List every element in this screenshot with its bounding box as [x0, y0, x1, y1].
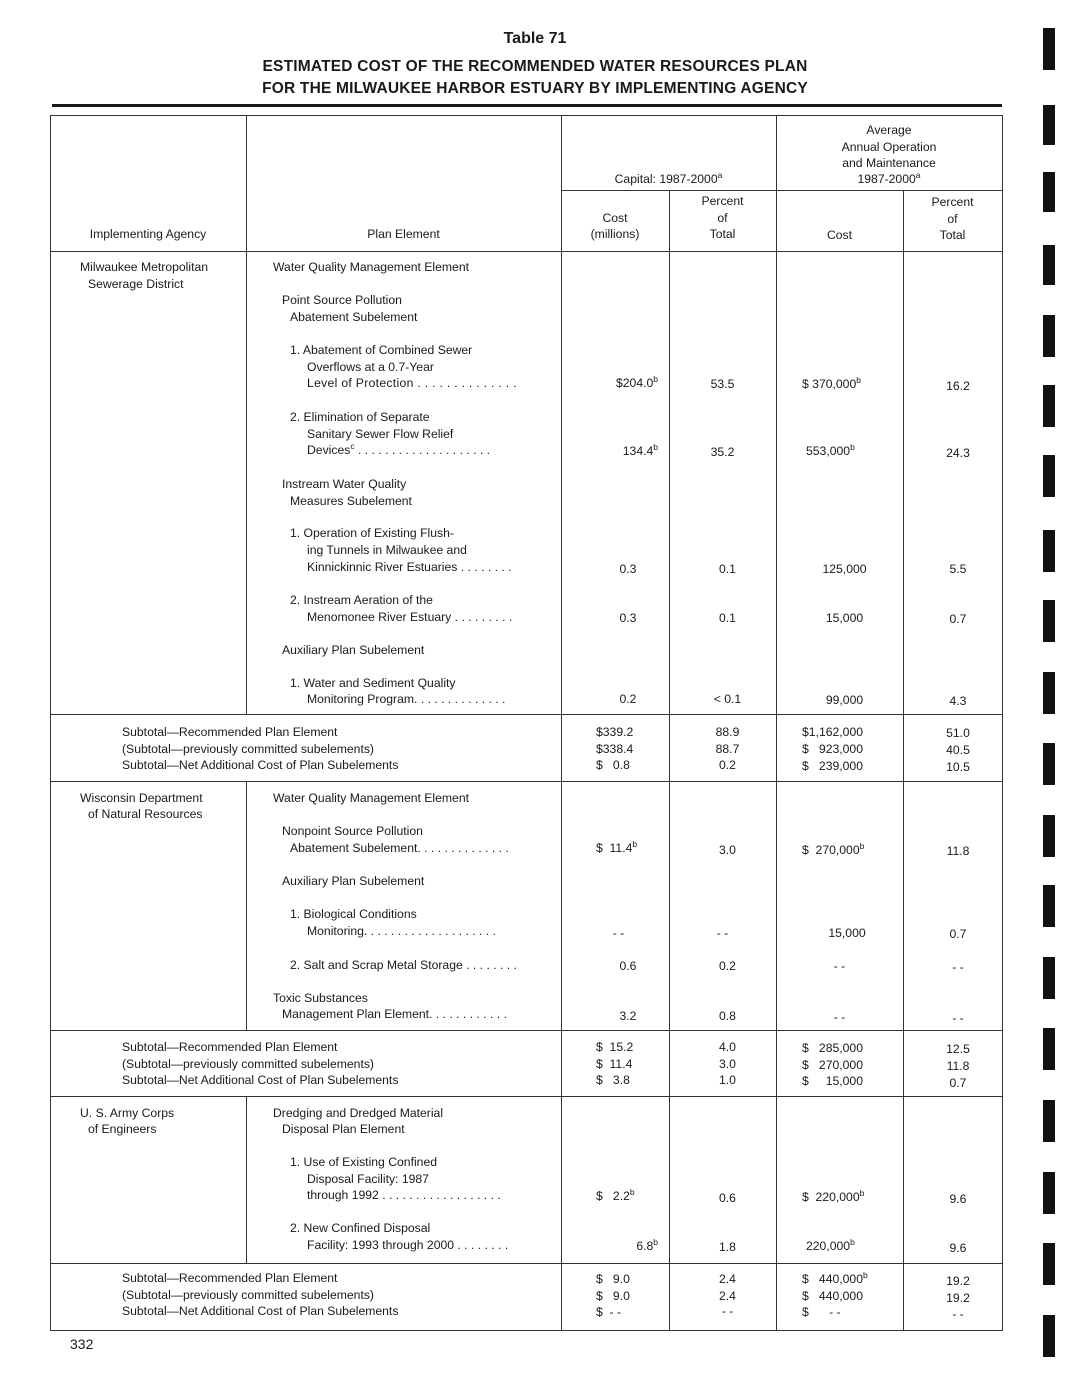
subelement-heading: Abatement Subelement. . . . . . . . . . . . . . [290, 841, 509, 855]
subtotal-om-cost: $ 440,000 [802, 1289, 863, 1303]
header-om-line1: Average [866, 123, 912, 137]
page-number: 332 [70, 1336, 94, 1352]
subtotal-om-cost: $1,162,000 [802, 725, 863, 739]
subtotal-om-cost: $ 239,000 [802, 759, 863, 773]
cell-cost: - - [612, 926, 625, 940]
subtotal-cost: $ - - [596, 1305, 622, 1319]
cell-om-percent: 24.3 [946, 446, 970, 460]
header-capital: Capital: 1987-2000$^a$ [614, 170, 723, 186]
header-plan-element: Plan Element [367, 227, 440, 241]
cell-om-percent: 9.6 [949, 1241, 967, 1255]
item-text: Kinnickinnic River Estuaries . . . . . . . . [307, 560, 512, 574]
subtotal-om-percent: 19.2 [946, 1274, 970, 1288]
subtotal-om-cost: $ 923,000 [802, 742, 863, 756]
subtotal-label: Subtotal—Net Additional Cost of Plan Subelements [122, 758, 399, 772]
item-text: 2. Elimination of Separate [290, 410, 430, 424]
subtotal-cost: $ 15.2 [596, 1040, 634, 1054]
subtotal-cost: $338.4 [596, 742, 634, 756]
subtotal-percent: 3.0 [719, 1057, 736, 1071]
cell-percent: - - [716, 926, 729, 940]
subtotal-label: (Subtotal—previously committed subelements) [122, 1288, 374, 1302]
header-cost-line2: (millions) [590, 227, 640, 241]
cell-percent: 0.8 [719, 1009, 736, 1023]
plan-element-heading: Management Plan Element. . . . . . . . . . . . [282, 1007, 507, 1021]
cell-om-cost: 553,000$^b$ [806, 442, 855, 458]
item-text: Overflows at a 0.7-Year [307, 360, 434, 374]
cell-percent: 0.6 [719, 1191, 736, 1205]
subtotal-label: Subtotal—Recommended Plan Element [122, 725, 338, 739]
subtotal-percent: 1.0 [719, 1073, 736, 1087]
table-number: Table 71 [503, 30, 567, 47]
subtotal-om-cost: $ 15,000 [802, 1074, 863, 1088]
subtotal-cost: $ 3.8 [596, 1073, 630, 1087]
subtotal-percent: 2.4 [719, 1272, 736, 1286]
cell-om-percent: 5.5 [949, 562, 967, 576]
subtotal-percent: 2.4 [719, 1289, 736, 1303]
header-percent-line2: of [717, 211, 728, 225]
cell-om-cost: 15,000 [828, 926, 866, 940]
subtotal-om-percent: 51.0 [946, 726, 970, 740]
subelement-heading: Auxiliary Plan Subelement [282, 874, 425, 888]
subtotal-om-percent: 0.7 [949, 1076, 967, 1090]
item-text: Sanitary Sewer Flow Relief [307, 427, 454, 441]
subelement-heading: Instream Water Quality [282, 477, 407, 491]
subelement-heading: Point Source Pollution [282, 293, 402, 307]
table-title-line2: FOR THE MILWAUKEE HARBOR ESTUARY BY IMPLEMENTING AGENCY [262, 80, 808, 97]
cell-cost: 0.2 [619, 692, 637, 706]
cell-om-percent: 0.7 [949, 612, 967, 626]
header-om-percent-line2: of [947, 212, 958, 226]
item-text: 1. Abatement of Combined Sewer [290, 343, 473, 357]
subtotal-om-cost: $ 285,000 [802, 1041, 863, 1055]
header-cost-line1: Cost [602, 211, 628, 225]
cell-om-cost: 99,000 [825, 693, 864, 707]
item-text: Level of Protection . . . . . . . . . . . . . . [307, 376, 517, 390]
header-percent-line3: Total [709, 227, 736, 241]
cell-om-cost: $ 370,000$^b$ [802, 375, 861, 391]
cell-cost: $ 2.2$^b$ [596, 1187, 635, 1203]
agency-mmsd-line2: Sewerage District [88, 277, 184, 291]
item-text: Monitoring. . . . . . . . . . . . . . . . . . . . [307, 924, 496, 938]
cell-percent: 0.1 [719, 611, 736, 625]
cell-cost: $204.0$^b$ [615, 374, 658, 390]
subtotal-label: (Subtotal—previously committed subelements) [122, 742, 374, 756]
header-om-percent-line3: Total [939, 228, 966, 242]
cell-cost: 6.8$^b$ [636, 1237, 658, 1253]
cell-percent: 0.2 [719, 959, 736, 973]
item-text: 2. Instream Aeration of the [290, 593, 433, 607]
subtotal-label: Subtotal—Net Additional Cost of Plan Subelements [122, 1304, 399, 1318]
item-text: Devices$^c$ . . . . . . . . . . . . . . . . . . . . [307, 441, 491, 457]
item-text: 2. Salt and Scrap Metal Storage . . . . . . . . [290, 958, 517, 972]
cell-cost: 134.4$^b$ [622, 442, 658, 458]
agency-wdnr-line1: Wisconsin Department [80, 791, 203, 805]
subtotal-percent: 88.9 [715, 725, 740, 739]
cell-percent: 53.5 [710, 377, 735, 391]
agency-usace-line2: of Engineers [88, 1122, 157, 1136]
header-om-percent-line1: Percent [931, 195, 974, 209]
plan-element-heading: Dredging and Dredged Material [273, 1106, 444, 1120]
cell-percent: 1.8 [719, 1240, 736, 1254]
subtotal-om-percent: 19.2 [946, 1291, 970, 1305]
subtotal-label: Subtotal—Recommended Plan Element [122, 1271, 338, 1285]
cell-cost: 0.3 [619, 562, 637, 576]
subtotal-percent: - - [721, 1304, 734, 1318]
item-text: through 1992 . . . . . . . . . . . . . . . . . . [307, 1188, 501, 1202]
header-om-line2: Annual Operation [841, 140, 937, 154]
plan-element-heading: Disposal Plan Element [282, 1122, 405, 1136]
item-text: Facility: 1993 through 2000 . . . . . . . . [307, 1238, 509, 1252]
subtotal-om-percent: 10.5 [946, 760, 970, 774]
header-om-line3: and Maintenance [842, 156, 936, 170]
subelement-heading: Measures Subelement [290, 494, 412, 508]
cell-om-cost: 15,000 [825, 611, 864, 625]
cell-percent: 0.1 [719, 562, 736, 576]
subtotal-om-percent: - - [952, 1307, 964, 1321]
cell-percent: 35.2 [710, 445, 735, 459]
subelement-heading: Nonpoint Source Pollution [282, 824, 423, 838]
subtotal-percent: 0.2 [719, 758, 736, 772]
agency-wdnr-line2: of Natural Resources [88, 807, 203, 821]
item-text: 1. Water and Sediment Quality [290, 676, 456, 690]
subtotal-cost: $ 0.8 [596, 758, 630, 772]
title-rule [52, 104, 1002, 107]
cell-om-percent: 4.3 [949, 694, 967, 708]
subtotal-label: Subtotal—Net Additional Cost of Plan Subelements [122, 1073, 399, 1087]
cell-om-percent: 0.7 [949, 927, 967, 941]
item-text: 1. Operation of Existing Flush- [290, 526, 454, 540]
cell-om-cost: - - [833, 1010, 846, 1024]
agency-usace-line1: U. S. Army Corps [80, 1106, 175, 1120]
cell-om-cost: 220,000$^b$ [806, 1237, 855, 1253]
cell-cost: 0.3 [619, 611, 637, 625]
item-text: Menomonee River Estuary . . . . . . . . . [307, 610, 513, 624]
cell-cost: 0.6 [619, 959, 637, 973]
subtotal-om-percent: 11.8 [946, 1059, 970, 1073]
item-text: Monitoring Program. . . . . . . . . . . . . . [307, 692, 506, 706]
agency-mmsd-line1: Milwaukee Metropolitan [80, 260, 209, 274]
subtotal-om-cost: $ 270,000 [802, 1058, 863, 1072]
subtotal-percent: 88.7 [715, 742, 740, 756]
header-om-cost: Cost [826, 228, 853, 242]
cell-percent: 3.0 [719, 843, 736, 857]
plan-element-heading: Toxic Substances [273, 991, 368, 1005]
cell-cost: 3.2 [619, 1009, 637, 1023]
cell-om-cost: $ 220,000$^b$ [802, 1188, 865, 1204]
header-implementing-agency: Implementing Agency [89, 227, 207, 241]
cell-om-percent: - - [952, 960, 964, 974]
cell-om-percent: - - [952, 1011, 964, 1025]
subtotal-label: Subtotal—Recommended Plan Element [122, 1040, 338, 1054]
header-percent-line1: Percent [701, 194, 744, 208]
plan-element-heading: Water Quality Management Element [273, 260, 469, 274]
subtotal-cost: $ 9.0 [596, 1272, 630, 1286]
cell-percent: < 0.1 [713, 692, 742, 706]
item-text: ing Tunnels in Milwaukee and [307, 543, 467, 557]
item-text: 2. New Confined Disposal [290, 1221, 431, 1235]
cell-om-cost: 125,000 [822, 562, 867, 576]
cell-om-percent: 16.2 [946, 379, 970, 393]
cell-om-percent: 11.8 [946, 844, 970, 858]
plan-element-heading: Water Quality Management Element [273, 791, 469, 805]
header-om-line4: 1987-2000$^a$ [857, 170, 921, 186]
subtotal-om-percent: 40.5 [946, 743, 970, 757]
cell-om-percent: 9.6 [949, 1192, 967, 1206]
table-title-line1: ESTIMATED COST OF THE RECOMMENDED WATER RESOURCES PLAN [262, 58, 808, 75]
subtotal-cost: $ 11.4 [596, 1057, 633, 1071]
subelement-heading: Auxiliary Plan Subelement [282, 643, 425, 657]
cell-cost: $ 11.4$^b$ [596, 839, 638, 855]
subtotal-om-percent: 12.5 [946, 1042, 970, 1056]
subtotal-cost: $339.2 [596, 725, 634, 739]
cell-om-cost: - - [833, 959, 846, 973]
subtotal-cost: $ 9.0 [596, 1289, 630, 1303]
item-text: Disposal Facility: 1987 [307, 1172, 429, 1186]
subtotal-label: (Subtotal—previously committed subelements) [122, 1057, 374, 1071]
item-text: 1. Use of Existing Confined [290, 1155, 438, 1169]
item-text: 1. Biological Conditions [290, 907, 417, 921]
subtotal-percent: 4.0 [719, 1040, 736, 1054]
subtotal-om-cost: $ - - [802, 1305, 841, 1319]
subtotal-om-cost: $ 440,000$^b$ [802, 1270, 868, 1286]
cell-om-cost: $ 270,000$^b$ [802, 841, 865, 857]
subelement-heading: Abatement Subelement [290, 310, 418, 324]
